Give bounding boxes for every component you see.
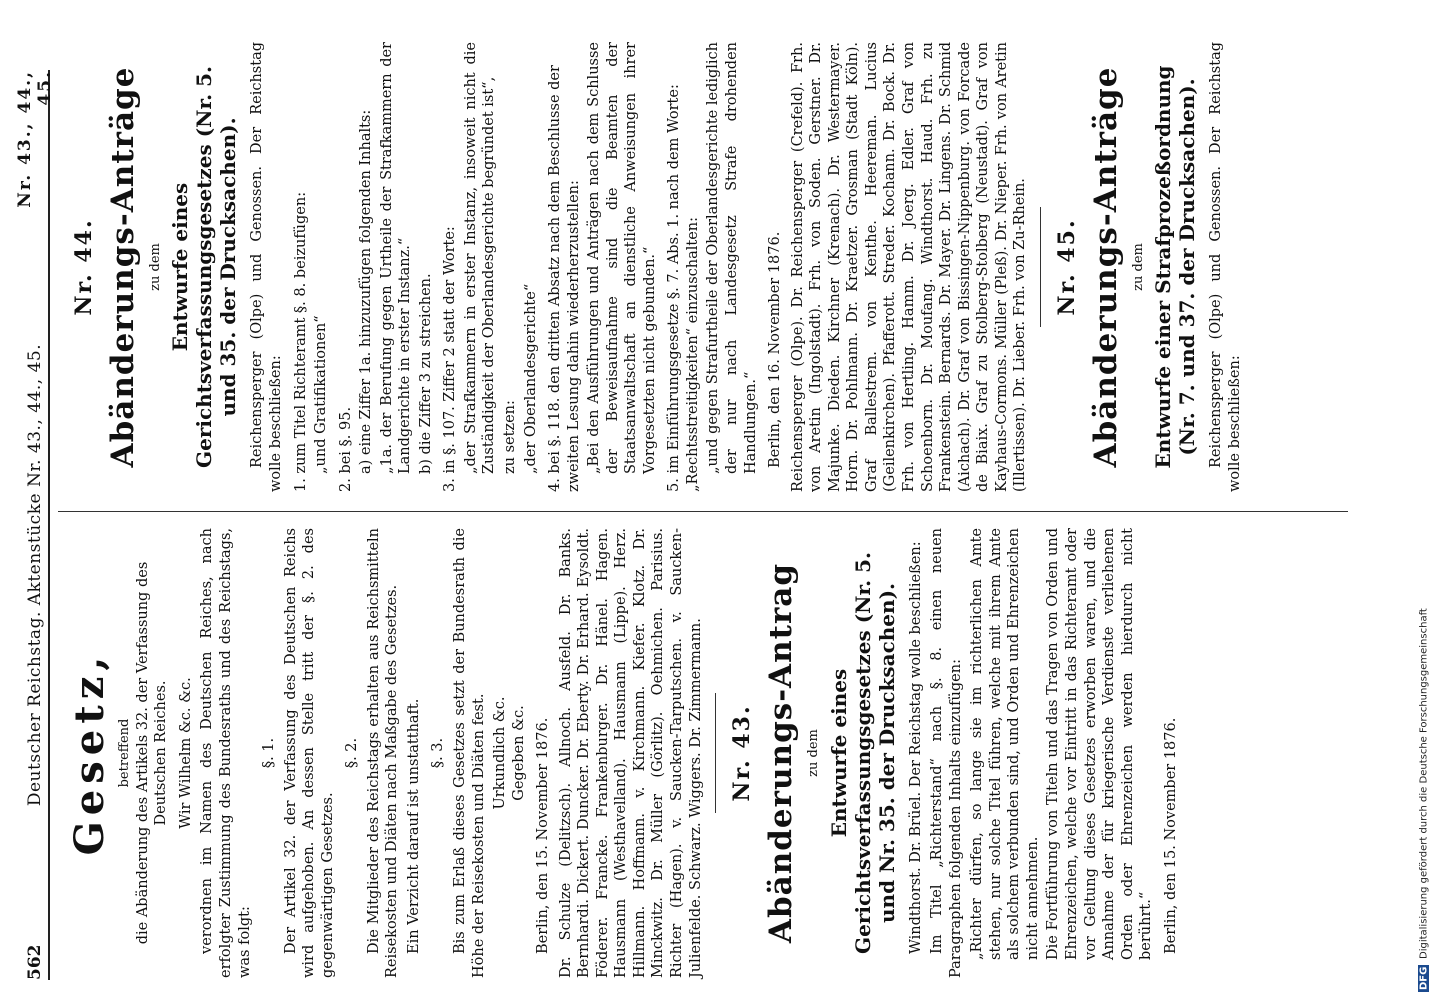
item-4: 4. bei §. 118. den dritten Absatz nach dem Beschlusse der zweiten Lesung dahin wiederherzustellen: [547, 65, 582, 492]
gesetz-verordnen: verordnen im Namen des Deutschen Reiches, nach erfolgter Zustimmung des Bundesraths und des Reichstags, was folgt: [199, 528, 253, 978]
antrag-45-title: Abänderungs-Anträge [1087, 66, 1124, 468]
separator-line [715, 693, 716, 813]
item-2a: a) eine Ziffer 1a. hinzuzufügen folgenden Inhalts: [358, 109, 375, 474]
item-3-zu: zu setzen: [502, 400, 519, 474]
right-column [58, 42, 1247, 492]
nr-43-heading: Nr. 43. [729, 704, 756, 802]
antrag-44-lead: Reichensperger (Olpe) und Genossen. Der Reichstag wolle beschließen: [249, 42, 284, 492]
signers-antrag-44: Reichensperger (Olpe). Dr. Reichensperger (Crefeld). Frh. von Aretin (Ingolstadt). Frh. von Soden. Gerstner. Dr. Majunke. Dieden. Kirchner (Krenach). Dr. Westermayer. Horn. Dr. Pohlmann. Dr. Kraetzer. Grosman (Stadt Köln). Graf Ballestrem. von Kenthe. Heereman. Lucius (Geilenkirchen). Pfafferott. Streder. Kochann. Dr. Bock. Dr. Frh. von Hertling. Hamm. Dr. Joerg. Edler. Graf von Schoenborn. Dr. Moufang. Windthorst. Haud. Frh. zu Frankenstein. Bernards. Dr. Mayer. Dr. Lingens. Dr. Schmid (Aichach). Dr. Graf von Bissingen-Nippenburg. von Forcade de Biaix. Graf zu Stolberg-Stolberg (Neustadt). Graf von Kayhaus-Cormons. Müller (Pleß). Dr. Nieper. Frh. von Aretin (Illertissen). Dr. Lieber. Frh. von Zu-Rhein. [789, 42, 1029, 492]
section-1-text: Der Artikel 32. der Verfassung des Deutschen Reichs wird aufgehoben. An dessen Stelle tritt der §. 2. des gegenwärtigen Gesetzes. [282, 528, 336, 978]
digitization-note [1417, 6, 1431, 992]
nr-45-heading: Nr. 45. [1053, 218, 1080, 316]
item-1: 1. zum Titel Richteramt §. 8. beizufügen: [292, 191, 309, 492]
date-antrag-43: Berlin, den 15. November 1876. [1162, 717, 1179, 954]
gesetz-betreffend: betreffend [117, 718, 133, 788]
running-title: Deutscher Reichstag. Aktenstücke Nr. 43., 44., 45. [25, 343, 45, 807]
antrag-43-text: Im Titel „Richterstand“ nach §. 8. einen neuen Paragraphen folgenden Inhalts einzufügen: [929, 528, 964, 978]
antrag-45-zu: zu dem [1130, 243, 1146, 291]
gesetz-subject: die Abänderung des Artikels 32. der Verfassung des Deutschen Reiches. [134, 561, 170, 945]
item-4-quote: „Bei den Ausführungen und Anträgen nach dem Schlusse der Beweisaufnahme sind die Beamten der Staatsanwaltschaft an dienstliche Anweisungen ihrer Vorgesetzten nicht gebunden.“ [586, 42, 658, 474]
item-2a-quote: „1a. der Berufung gegen Urtheile der Strafkammern der Landgerichte in erster Instanz.“ [378, 42, 414, 474]
antrag-43-quote: „Richter dürfen, so lange sie im richterlichen Amte stehen, nur solche Titel führen, welche mit ihrem Amte als solchem verbunden sind, und Orden und Ehrenzeichen nicht annehmen. [969, 528, 1041, 960]
dfg-logo: DFG [1418, 966, 1430, 990]
gegeben: Gegeben &c. [510, 705, 527, 801]
item-5: 5. im Einführungsgesetze §. 7. Abs. 1. nach dem Worte: „Rechtsstreitigkeiten“ einzuschalten: [666, 84, 701, 492]
section-2-text: Die Mitglieder des Reichstags erhalten aus Reichsmitteln Reisekosten und Diäten nach Maßgabe des Gesetzes. [365, 528, 401, 978]
antrag-43-quote-2: Die Fortführung von Titeln und das Tragen von Orden und Ehrenzeichen, welche vor Eintritt in das Richteramt oder vor Geltung dieses Gesetzes erworben waren, und die Annahme der für kriegerische Verdienste verliehenen Orden oder Ehrenzeichen werden hierdurch nicht berührt.“ [1045, 528, 1155, 960]
antrag-43-subject: Entwurfe eines Gerichtsverfassungsgesetzes (Nr. 5. und Nr. 35. der Drucksachen). [826, 552, 899, 954]
gesetz-wir: Wir Wilhelm &c. &c. [177, 677, 194, 829]
column-divider [58, 511, 1348, 512]
antrag-45-subject: Entwurfe einer Strafprozeßordnung (Nr. 7. und 37. der Drucksachen). [1151, 65, 1200, 469]
item-2: 2. bei §. 95. [337, 406, 354, 492]
gesetz-title: Gesetz, [66, 650, 113, 856]
antrag-43-lead: Windthorst. Dr. Brüel. Der Reichstag wolle beschließen: [907, 541, 924, 954]
antrag-43-zu: zu dem [805, 729, 821, 777]
page-number: 562 [25, 944, 45, 980]
antrag-43-title: Abänderungs-Antrag [763, 562, 800, 944]
item-5-quote: „und gegen Strafurtheile der Oberlandesgerichte lediglich der nur nach Landesgesetz Strafe drohenden Handlungen.“ [705, 41, 759, 474]
item-2b: b) die Ziffer 3 zu streichen. [417, 273, 434, 474]
antrag-44-title: Abänderungs-Anträge [105, 66, 142, 468]
section-3-heading: §. 3. [430, 737, 447, 769]
section-2-heading: §. 2. [344, 737, 361, 769]
item-3-quote: „der Strafkammern in erster Instanz, insoweit nicht die Zuständigkeit der Oberlandesgerichte begründet ist“, [462, 42, 498, 474]
signers-gesetz: Dr. Schulze (Delitzsch). Allnoch. Ausfeld. Dr. Banks. Bernhardi. Dickert. Duncker. Dr. Eberty. Dr. Erhard. Eysoldt. Föderer. Francke. Frankenburger. Dr. Hänel. Hagen. Hausmann (Westhavelland). Hausmann (Lippe). Herz. Hillmann. Hoffmann. v. Kirchmann. Kiefer. Klotz. Dr. Minckwitz. Dr. Müller (Görlitz). Oehmichen. Parisius. Richter (Hagen). v. Saucken-Tarputschen. v. Saucken-Julienfelde. Schwarz. Wiggers. Dr. Zimmermann. [557, 528, 704, 978]
page-header [15, 70, 55, 980]
header-numbers: Nr. 43., 44., 45. [15, 70, 55, 208]
nr-44-heading: Nr. 44. [71, 218, 97, 316]
urkundlich: Urkundlich &c. [492, 696, 509, 810]
date-gesetz: Berlin, den 15. November 1876. [535, 717, 552, 954]
section-1-heading: §. 1. [261, 737, 278, 769]
item-3: 3. in §. 107. Ziffer 2 statt der Worte: [442, 226, 459, 492]
left-column [58, 528, 1182, 978]
item-3-quote-2: „der Oberlandesgerichte“ [522, 283, 539, 474]
section-3-text: Bis zum Erlaß dieses Gesetzes setzt der Bundesrath die Höhe der Reisekosten und Diäten fest. [452, 528, 487, 978]
date-antrag-44: Berlin, den 16. November 1876. [767, 231, 784, 468]
digitization-text: Digitalisierung gefördert durch die Deutsche Forschungsgemeinschaft [1418, 607, 1430, 959]
antrag-44-subject: Entwurfe eines Gerichtsverfassungsgesetzes (Nr. 5. und 35. der Drucksachen). [168, 66, 241, 468]
antrag-45-lead: Reichensperger (Olpe) und Genossen. Der Reichstag wolle beschließen: [1208, 42, 1243, 492]
section-2-text-2: Ein Verzicht darauf ist unstatthaft. [405, 698, 422, 954]
item-1-quote: „und Gratifikationen“ [313, 315, 330, 474]
separator-line-2 [1040, 207, 1041, 327]
antrag-44-zu: zu dem [147, 243, 163, 291]
